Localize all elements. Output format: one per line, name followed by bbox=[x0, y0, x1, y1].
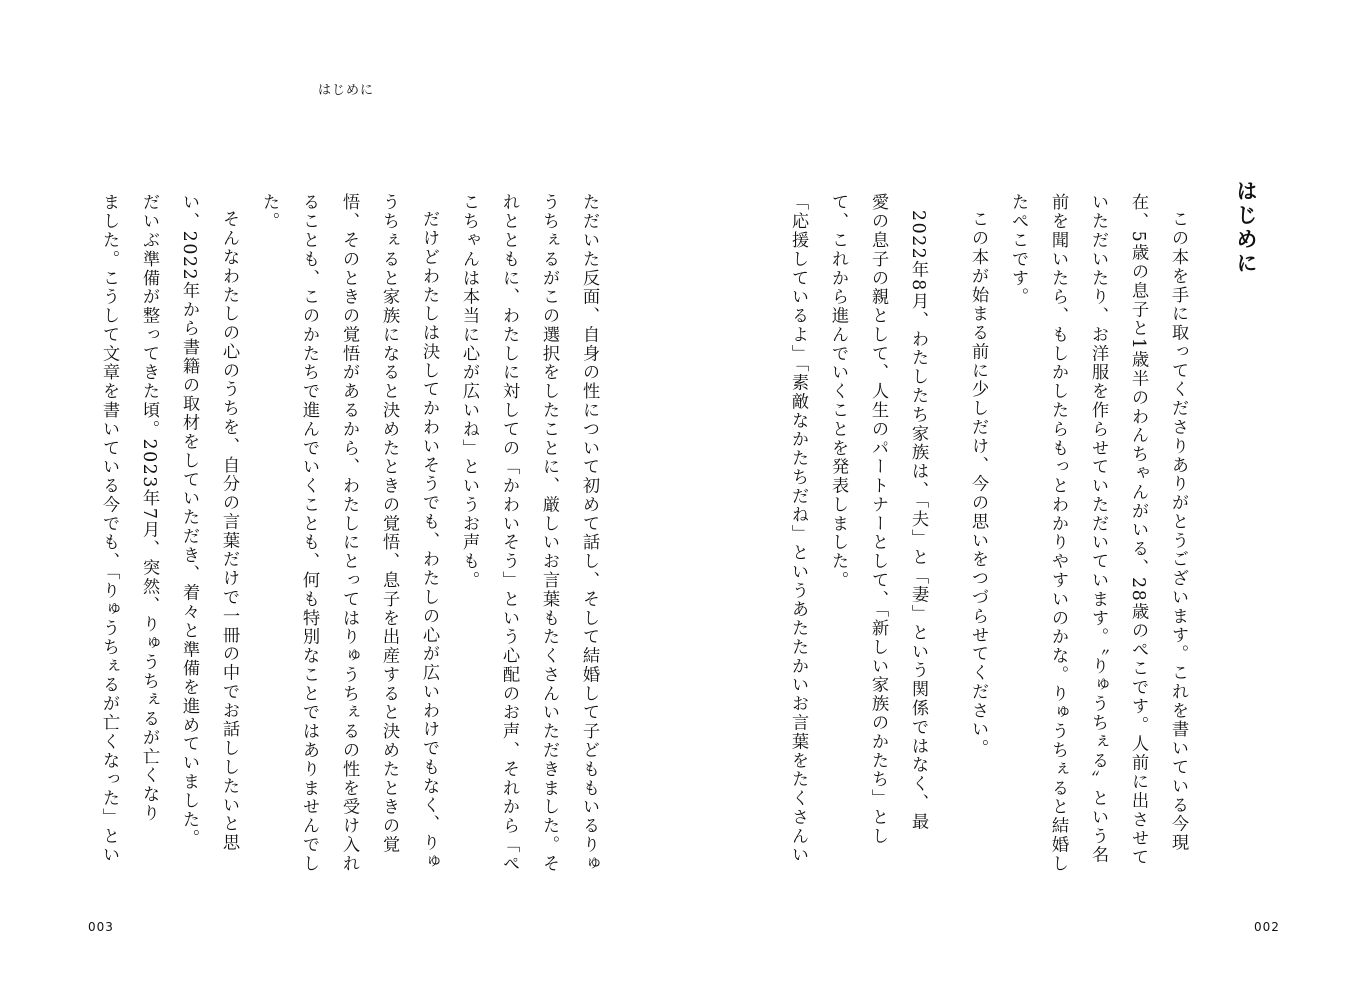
body-line: れとともに、わたしに対しての「かわいそう」という心配のお声、それから「ぺ bbox=[499, 193, 519, 874]
body-line: ました。こうして文章を書いている今でも、「りゅうちぇるが亡くなった」とい bbox=[99, 193, 119, 865]
body-line: 「応援しているよ」「素敵なかたちだね」というあたたかいお言葉をたくさんい bbox=[788, 193, 808, 865]
body-line: て、これから進んでいくことを発表しました。 bbox=[828, 193, 848, 590]
body-line: い、2022年から書籍の取材をしていただき、着々と準備を進めていました。 bbox=[179, 193, 199, 848]
body-line: だけどわたしは決してかわいそうでも、わたしの心が広いわけでもなく、りゅ bbox=[419, 210, 439, 872]
body-line: こちゃんは本当に心が広いね」というお声も。 bbox=[459, 193, 479, 590]
body-line: たぺこです。 bbox=[1008, 193, 1028, 307]
body-line: いただいたり、お洋服を作らせていただいています。〝りゅうちぇる〟という名 bbox=[1088, 193, 1108, 865]
page-number: 003 bbox=[88, 920, 114, 934]
body-line: うちぇると家族になると決めたときの覚悟、息子を出産すると決めたときの覚 bbox=[379, 193, 399, 855]
body-line: ただいた反面、自身の性について初めて話し、そして結婚して子どももいるりゅ bbox=[579, 193, 599, 874]
chapter-title: はじめに bbox=[1234, 180, 1258, 276]
body-line: 愛の息子の親として、人生のパートナーとして、「新しい家族のかたち」とし bbox=[868, 193, 888, 846]
body-line: この本を手に取ってくださりありがとうございます。これを書いている今現 bbox=[1168, 210, 1188, 853]
body-line: 悟、そのときの覚悟があるから、わたしにとってはりゅうちぇるの性を受け入れ bbox=[339, 193, 359, 874]
body-line: ることも、このかたちで進んでいくことも、何も特別なことではありませんでし bbox=[299, 193, 319, 874]
body-line: そんなわたしの心のうちを、自分の言葉だけで一冊の中でお話ししたいと思 bbox=[219, 210, 239, 853]
running-head: はじめに bbox=[318, 83, 375, 98]
body-line: 在、5歳の息子と1歳半のわんちゃんがいる、28歳のぺこです。人前に出させて bbox=[1128, 193, 1148, 867]
body-line: 2022年8月、わたしたち家族は、「夫」と「妻」という関係ではなく、最 bbox=[908, 210, 928, 832]
body-line: 前を聞いたら、もしかしたらもっとわかりやすいのかな。りゅうちぇると結婚し bbox=[1048, 193, 1068, 874]
body-line: た。 bbox=[259, 193, 279, 231]
body-line: だいぶ準備が整ってきた頃。2023年7月、突然、りゅうちぇるが亡くなり bbox=[139, 193, 159, 823]
body-line: うちぇるがこの選択をしたことに、厳しいお言葉もたくさんいただきました。そ bbox=[539, 193, 559, 874]
body-line: この本が始まる前に少しだけ、今の思いをつづらせてください。 bbox=[968, 210, 988, 758]
page-number: 002 bbox=[1254, 920, 1280, 934]
